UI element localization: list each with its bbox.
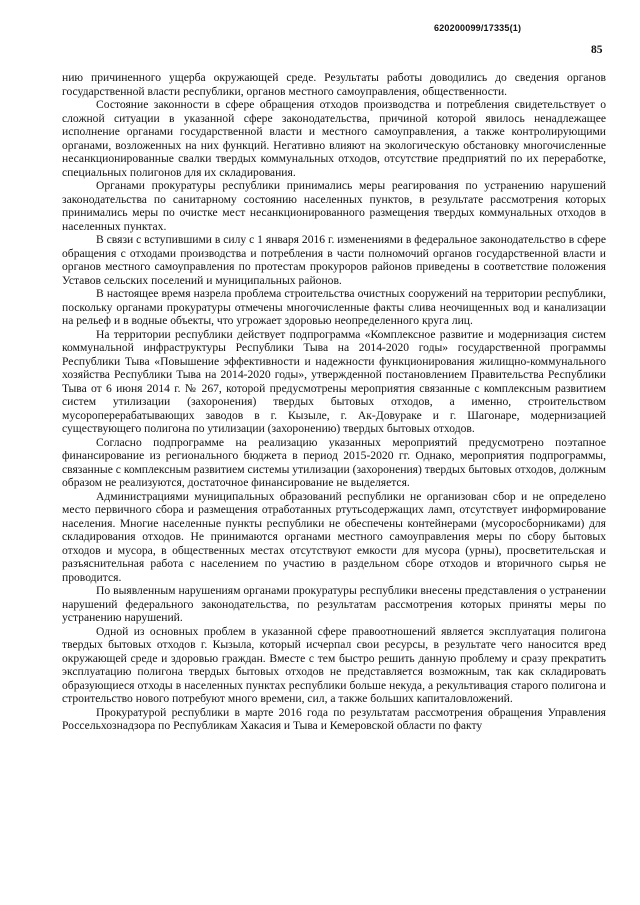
paragraph: По выявленным нарушениям органами прокуратуры республики внесены представления о устранении нарушений федерального законодательства, по результатам рассмотрения которых приняты меры по устранению нарушений. xyxy=(62,584,606,624)
paragraph: На территории республики действует подпрограмма «Комплексное развитие и модернизация систем коммунальной инфраструктуры Республики Тыва на 2014-2020 годы» государственной программы Республики Тыва «Повышение эффективности и надежности функционирования жилищно-коммунального хозяйства Республики Тыва на 2014-2020 годы», утвержденной постановлением Правительства Республики Тыва от 6 июня 2014 г. № 267, которой предусмотрены мероприятия связанные с комплексным развитием систем утилизации (захоронения) твердых бытовых отходов, а именно, строительством мусороперерабатывающих заводов в г. Кызыле, г. Ак-Довураке и г. Шагонаре, модернизацией существующего полигона по утилизации (захоронению) твердых бытовых отходов. xyxy=(62,327,606,435)
paragraph-continuation: нию причиненного ущерба окружающей среде. Результаты работы доводились до сведения органов государственной власти республики, органов местного самоуправления, общественности. xyxy=(62,71,606,98)
paragraph: В связи с вступившими в силу с 1 января 2016 г. изменениями в федеральное законодательство в сфере обращения с отходами производства и потребления в части полномочий органов государственной власти и органов местного самоуправления по протестам прокуроров районов приведены в соответствие положения Уставов сельских поселений и муниципальных районов. xyxy=(62,233,606,287)
page-number: 85 xyxy=(591,44,603,56)
paragraph: Прокуратурой республики в марте 2016 года по результатам рассмотрения обращения Управления Россельхознадзора по Республикам Хакасия и Тыва и Кемеровской области по факту xyxy=(62,705,606,732)
body-text xyxy=(62,71,606,733)
paragraph: Органами прокуратуры республики принимались меры реагирования по устранению нарушений законодательства по санитарному состоянию населенных пунктов, в результате рассмотрения которых принимались меры по очистке мест несанкционированного размещения твердых коммунальных отходов в населенных пунктах. xyxy=(62,179,606,233)
document-id: 620200099/17335(1) xyxy=(434,23,522,33)
paragraph: Администрациями муниципальных образований республики не организован сбор и не определено место первичного сбора и размещения отработанных ртутьсодержащих ламп, отсутствует информирование населения. Многие населенные пункты республики не обеспечены контейнерами (мусоросборниками) для складирования отходов. Не принимаются органами местного самоуправления меры по сбору бытовых отходов и мусора, в общественных местах отсутствуют емкости для мусора (урны), просветительская и разъяснительная работа с населением по участию в раздельном сборе отходов и вторичного сырья не проводится. xyxy=(62,489,606,584)
paragraph: Состояние законности в сфере обращения отходов производства и потребления свидетельствует о сложной ситуации в указанной сфере законодательства, причиной которой явилось ненадлежащее исполнение органами государственной власти и местного самоуправления, а также контролирующими органами, возложенных на них функций. Негативно влияют на экологическую обстановку многочисленные несанкционированные свалки твердых коммунальных отходов, отсутствие предприятий по их переработке, специальных полигонов для их складирования. xyxy=(62,98,606,179)
paragraph: Одной из основных проблем в указанной сфере правоотношений является эксплуатация полигона твердых бытовых отходов г. Кызыла, который исчерпал свои ресурсы, в результате чего наносится вред окружающей среде и здоровью граждан. Вместе с тем быстро решить данную проблему и сразу прекратить эксплуатацию полигона твердых бытовых отходов не представляется возможным, так как складировать образующиеся отходы в населенных пунктах республики больше некуда, а рекультивация старого полигона и строительство нового потребуют много времени, сил, а также больших капиталовложений. xyxy=(62,624,606,705)
paragraph: Согласно подпрограмме на реализацию указанных мероприятий предусмотрено поэтапное финансирование из регионального бюджета в период 2015-2020 гг. Однако, мероприятия подпрограммы, связанные с комплексным развитием системы утилизации (захоронения) твердых бытовых отходов, должным образом не реализуются, достаточное финансирование не выделяется. xyxy=(62,435,606,489)
paragraph: В настоящее время назрела проблема строительства очистных сооружений на территории республики, поскольку органами прокуратуры отмечены многочисленные факты слива неочищенных вод и канализации на рельеф и в водные объекты, что угрожает здоровью неопределенного круга лиц. xyxy=(62,287,606,327)
